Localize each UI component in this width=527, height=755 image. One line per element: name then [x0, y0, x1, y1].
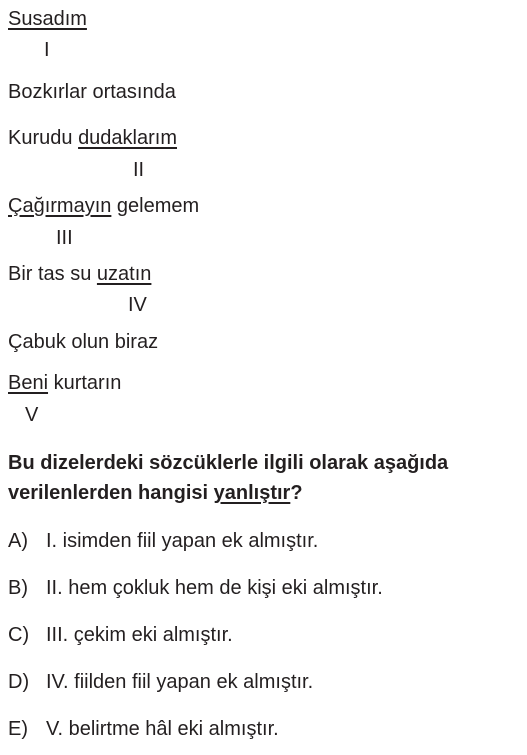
option-d-letter: D) — [8, 671, 30, 693]
roman-marker-ii: II — [133, 159, 145, 181]
poem-line-1 — [8, 7, 87, 31]
option-d[interactable] — [8, 670, 313, 694]
poem-line-4 — [8, 194, 199, 218]
option-b-text: II. hem çokluk hem de kişi eki almıştır. — [46, 577, 383, 599]
roman-marker-iv: IV — [128, 294, 147, 316]
poem-line-7 — [8, 371, 121, 395]
option-c[interactable] — [8, 623, 233, 647]
question-line-2-post: ? — [290, 482, 303, 504]
option-a[interactable] — [8, 529, 318, 553]
poem-line-5 — [8, 262, 151, 286]
roman-marker-v: V — [25, 404, 39, 426]
underlined-word-beni: Beni — [8, 372, 49, 394]
poem-line-4-rest: gelemem — [111, 195, 200, 217]
poem-line-6: Çabuk olun biraz — [8, 331, 159, 353]
roman-marker-iii: III — [56, 227, 73, 249]
option-b-letter: B) — [8, 577, 28, 599]
option-e-letter: E) — [8, 718, 28, 740]
option-c-letter: C) — [8, 624, 30, 646]
option-e[interactable] — [8, 717, 279, 741]
poem-line-7-rest: kurtarın — [48, 372, 122, 394]
underlined-word-uzatin: uzatın — [96, 263, 152, 285]
option-a-letter: A) — [8, 530, 28, 552]
roman-marker-i: I — [44, 39, 50, 61]
poem-line-3-plain: Kurudu — [8, 127, 79, 149]
option-a-text: I. isimden fiil yapan ek almıştır. — [46, 530, 319, 552]
option-b[interactable] — [8, 576, 383, 600]
option-c-text: III. çekim eki almıştır. — [46, 624, 233, 646]
question-line-2 — [8, 481, 303, 505]
question-line-2-pre: verilenlerden hangisi — [8, 482, 214, 504]
question-line-1: Bu dizelerdeki sözcüklerle ilgili olarak aşağıda — [8, 452, 449, 474]
underlined-word-susadim: Susadım — [8, 8, 87, 30]
option-e-text: V. belirtme hâl eki almıştır. — [46, 718, 279, 740]
poem-line-3 — [8, 126, 177, 150]
poem-line-5-plain: Bir tas su — [8, 263, 97, 285]
underlined-word-yanlistir: yanlıştır — [213, 482, 291, 504]
underlined-word-dudaklarim: dudaklarım — [78, 127, 177, 149]
poem-line-2: Bozkırlar ortasında — [8, 81, 176, 103]
underlined-word-cagirmayin: Çağırmayın — [8, 195, 112, 217]
option-d-text: IV. fiilden fiil yapan ek almıştır. — [46, 671, 314, 693]
